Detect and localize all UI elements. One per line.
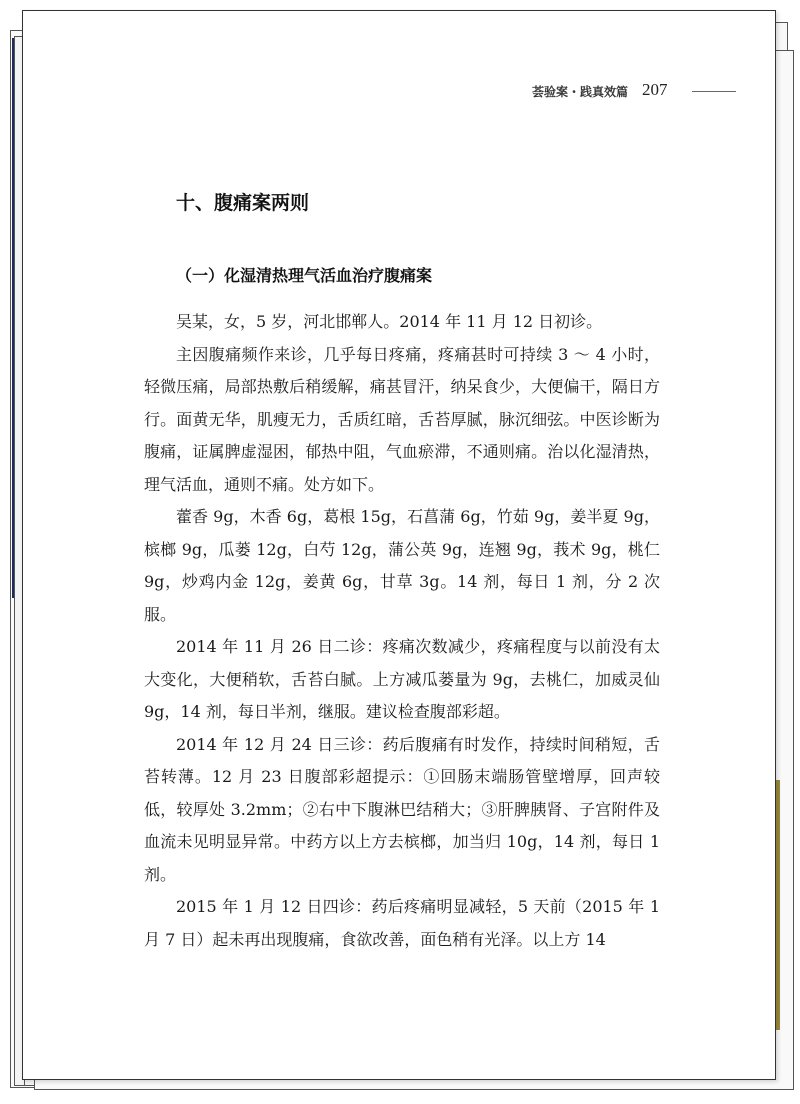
- paragraph: 吴某，女，5 岁，河北邯郸人。2014 年 11 月 12 日初诊。: [176, 312, 603, 331]
- paragraph: 2015 年 1 月 12 日四诊：药后疼痛明显减轻，5 天前（2015 年 1 月 7 日）起未再出现腹痛，食欲改善，面色稍有光泽。以上方 14: [144, 897, 660, 949]
- running-title: 荟验案・践真效篇: [532, 85, 629, 99]
- page-number: 207: [642, 80, 668, 99]
- header-rule: [692, 91, 736, 92]
- body-text: [144, 306, 660, 956]
- paragraph: 藿香 9g，木香 6g，葛根 15g，石菖蒲 6g，竹茹 9g，姜半夏 9g，槟榔 9g，瓜蒌 12g，白芍 12g，蒲公英 9g，连翘 9g，莪术 9g，桃仁 9g，炒鸡内金 12g，姜黄 6g，甘草 3g。14 剂，每日 1 剂，分 2 次服。: [144, 507, 660, 624]
- section-title: 十、腹痛案两则: [176, 192, 310, 214]
- paragraph: 2014 年 12 月 24 日三诊：药后腹痛有时发作，持续时间稍短，舌苔转薄。12 月 23 日腹部彩超提示：①回肠末端肠管壁增厚，回声较低，较厚处 3.2mm；②右中下腹淋巴结稍大；③肝脾胰肾、子宫附件及血流未见明显异常。中药方以上方去槟榔，加当归 10g，14 剂，每日 1 剂。: [144, 734, 660, 884]
- paragraph: 主因腹痛频作来诊，几乎每日疼痛，疼痛甚时可持续 3 ～ 4 小时，轻微压痛，局部热敷后稍缓解，痛甚冒汗，纳呆食少，大便偏干，隔日方行。面黄无华，肌瘦无力，舌质红暗，舌苔厚腻，脉沉细弦。中医诊断为腹痛，证属脾虚湿困，郁热中阻，气血瘀滞，不通则痛。治以化湿清热，理气活血，通则不痛。处方如下。: [144, 344, 660, 494]
- running-header: [520, 80, 750, 104]
- subsection-title: （一）化湿清热理气活血治疗腹痛案: [176, 266, 433, 285]
- paragraph: 2014 年 11 月 26 日二诊：疼痛次数减少，疼痛程度与以前没有太大变化，大便稍软，舌苔白腻。上方减瓜蒌量为 9g，去桃仁，加威灵仙 9g，14 剂，每日半剂，继服。建议检查腹部彩超。: [144, 637, 660, 721]
